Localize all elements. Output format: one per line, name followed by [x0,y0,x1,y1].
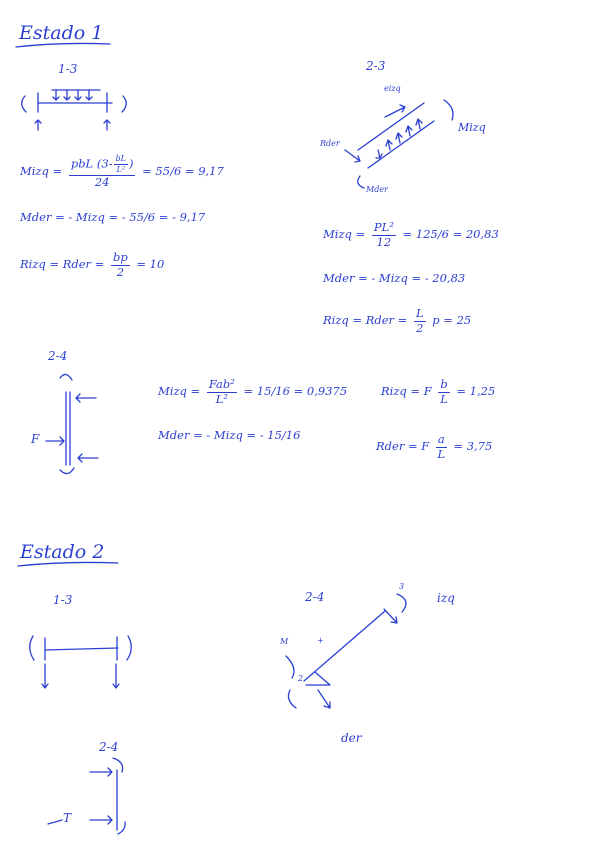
estado2-beam-2-4b-label: 2-4 [99,740,119,754]
estado1-1-3-m-der: Mder = - Mizq = - 55/6 = - 9,17 [20,210,206,224]
estado2-2-4-node-left-a: M [280,637,289,646]
estado2-2-4-tag-top: izq [437,591,455,605]
estado1-2-3-tag-bottom: Mder [366,185,388,194]
estado1-beam-2-4-label: 2-4 [48,349,68,363]
fraction-numerator: pbL (3- $\frac{bL}{\text{L²}}$ ) [70,154,134,174]
estado1-beam-2-4-sketch [46,374,98,473]
estado1-2-3-m-der: Mder = - Mizq = - 20,83 [323,271,466,285]
estado2-title: Estado 2 [20,541,105,563]
estado1-2-4-m-der: Mder = - Mizq = - 15/16 [158,428,301,442]
estado1-beam-1-3-label: 1-3 [58,62,78,76]
estado2-2-4b-force: T [63,811,72,825]
estado1-2-4-r-izq: Rizq = F $\frac{b}{L}$ = 1,25 [381,377,496,406]
estado2-2-4-tag-bottom: der [341,731,362,745]
estado2-beam-1-3-label: 1-3 [53,593,73,607]
estado1-2-3-m-izq: Mizq = $\frac{\text{PL²}}{12}$ = 125/6 = 20,83 [323,220,499,249]
estado2-beam-2-4-label: 2-4 [305,590,325,604]
estado1-2-4-force: F [31,432,40,446]
estado1-2-3-r: Rizq = Rder = $\frac{L}{2}$ p = 25 [323,306,472,335]
estado2-2-4-node-top: 3 [399,582,405,591]
estado1-2-3-tag-left: Rder [320,139,340,148]
estado1-beam-1-3-sketch [22,90,127,130]
estado1-2-4-r-der: Rder = F $\frac{a}{L}$ = 3,75 [376,432,493,461]
estado2-beam-2-4b-sketch [48,758,125,834]
estado2-beam-1-3-sketch [30,636,132,688]
estado1-1-3-m-izq [20,155,224,189]
equation-lhs: Mizq = [20,163,63,178]
estado2-beam-2-4-sketch [286,594,406,708]
estado1-2-4-m-izq: Mizq = $\frac{\text{Fab²}}{\text{L²}}$ = 15/16 = 0,9375 [158,377,348,406]
fraction-denominator: 24 [94,175,110,189]
estado1-title: Estado 1 [19,22,104,44]
estado2-2-4-node-mid: 2 [298,674,304,683]
estado1-2-3-tag-m: Mizq [458,121,486,134]
estado1-2-3-tag-top: eizq [384,84,401,93]
estado1-1-3-r: Rizq = Rder = $\frac{bp}{2}$ = 10 [20,250,165,279]
fraction [69,155,136,189]
estado2-2-4-node-left-b: + [317,636,324,645]
estado1-beam-2-3-sketch [345,100,453,188]
equation-rhs: = 55/6 = 9,17 [142,163,224,178]
estado1-beam-2-3-label: 2-3 [366,59,386,73]
